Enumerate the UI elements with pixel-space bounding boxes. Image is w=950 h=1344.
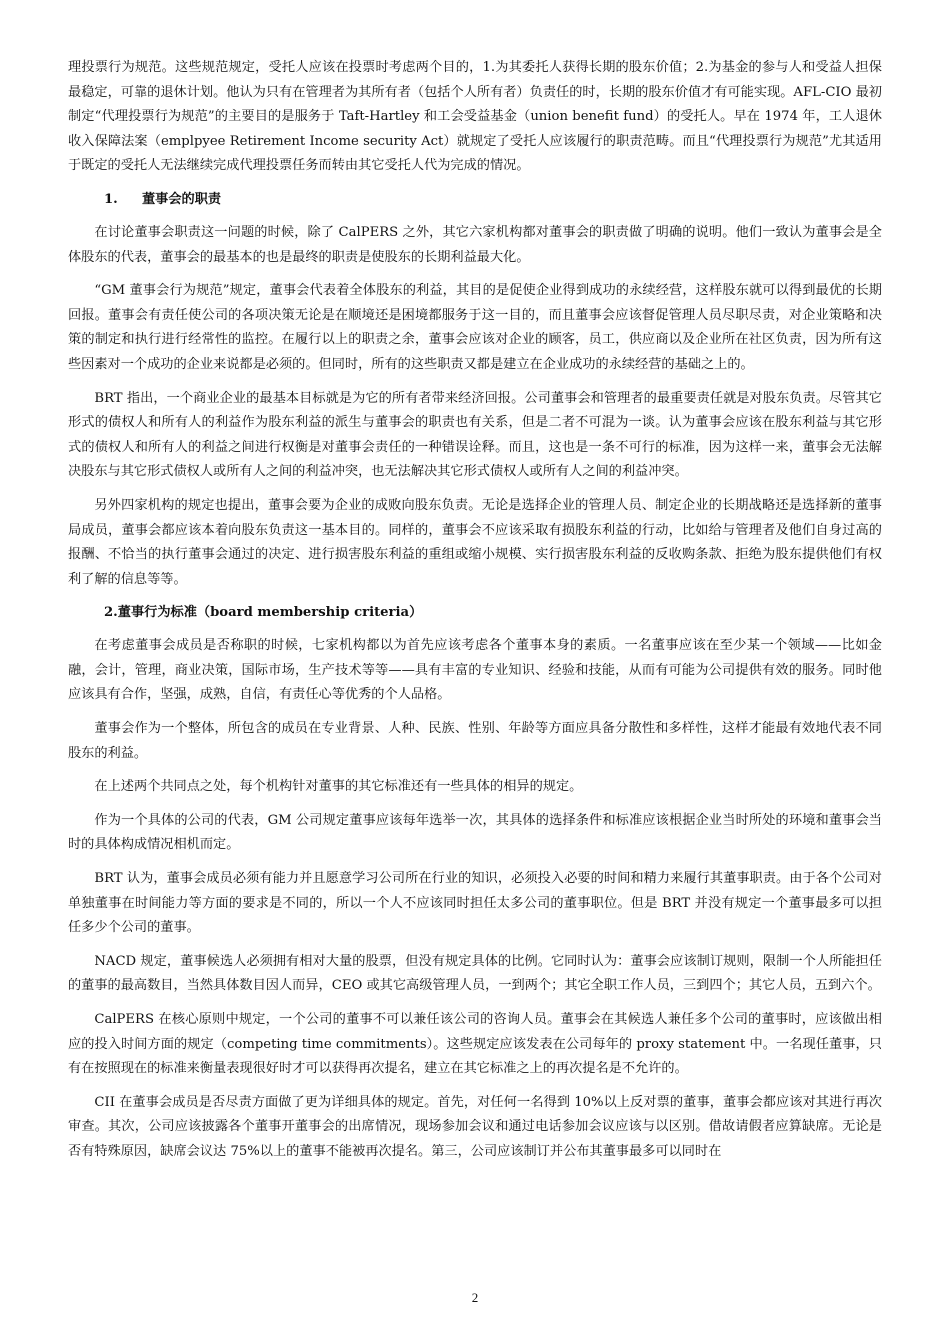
paragraph: “GM 董事会行为规范”规定，董事会代表着全体股东的利益，其目的是促使企业得到成功的永续经营，这样股东就可以得到最优的长期回报。董事会有责任使公司的各项决策无论是在顺境还是困境都服务于这一目的，而且董事会应该督促管理人员尽职尽责，对企业策略和决策的制定和执行进行经常性的监控。在履行以上的职责之余，董事会应该对企业的顾客，员工，供应商以及企业所在社区负责，因为所有这些因素对一个成功的企业来说都是必须的。但同时，所有的这些职责又都是建立在企业成功的永续经营的基础之上的。 [68,283,882,372]
paragraph: 另外四家机构的规定也提出，董事会要为企业的成败向股东负责。无论是选择企业的管理人员、制定企业的长期战略还是选择新的董事局成员，董事会都应该本着向股东负责这一基本目的。同样的，董事会不应该采取有损股东利益的行动，比如给与管理者及他们自身过高的报酬、不恰当的执行董事会通过的决定、进行损害股东利益的重组或缩小规模、实行损害股东利益的反收购条款、拒绝为股东提供他们有权利了解的信息等等。 [68,497,882,587]
paragraph: BRT 认为，董事会成员必须有能力并且愿意学习公司所在行业的知识，必须投入必要的时间和精力来履行其董事职责。由于各个公司对单独董事在时间能力等方面的要求是不同的，所以一个人不应该同时担任太多公司的董事职位。但是 BRT 并没有规定一个董事最多可以担任多少个公司的董事。 [68,871,882,936]
document-body [68,56,882,1174]
paragraph: 在讨论董事会职责这一问题的时候，除了 CalPERS 之外，其它六家机构都对董事会的职责做了明确的说明。他们一致认为董事会是全体股东的代表，董事会的最基本的也是最终的职责是使股东的长期利益最大化。 [68,224,882,265]
paragraph: 董事会作为一个整体，所包含的成员在专业背景、人种、民族、性别、年龄等方面应具备分散性和多样性，这样才能最有效地代表不同股东的利益。 [68,721,882,761]
paragraph: BRT 指出，一个商业企业的最基本目标就是为它的所有者带来经济回报。公司董事会和管理者的最重要责任就是对股东负责。尽管其它形式的债权人和所有人的利益作为股东利益的派生与董事会的职责也有关系，但是二者不可混为一谈。认为董事会应该在股东利益与其它形式的债权人和所有人的利益之间进行权衡是对董事会责任的一种错误诠释。而且，这也是一条不可行的标准，因为这样一来，董事会无法解决股东与其它形式债权人或所有人之间的利益冲突，也无法解决其它形式债权人或所有人之间的利益冲突。 [68,390,882,480]
section-title: 董事会的职责 [142,191,222,207]
paragraph: 理投票行为规范。这些规范规定，受托人应该在投票时考虑两个目的，1.为其委托人获得长期的股东价值；2.为基金的参与人和受益人担保最稳定，可靠的退休计划。他认为只有在管理者为其所有者（包括个人所有者）负责任的时，长期的股东价值才有可能实现。AFL-CIO 最初制定“代理投票行为规范”的主要目的是服务于 Taft-Hartley 和工会受益基金（union benefit fund）的受托人。早在 1974 年，工人退休收入保障法案（emplpyee Retirement Income security Act）就规定了受托人应该履行的职责范畴。而且“代理投票行为规范”尤其适用于既定的受托人无法继续完成代理投票任务而转由其它受托人代为完成的情况。 [68,60,882,174]
paragraph: NACD 规定，董事候选人必须拥有相对大量的股票，但没有规定具体的比例。它同时认为：董事会应该制订规则，限制一个人所能担任的董事的最高数目，当然具体数目因人而异，CEO 或其它高级管理人员，一到两个；其它全职工作人员，三到四个；其它人员，五到六个。 [68,953,882,994]
page-number: 2 [471,1290,479,1305]
paragraph: 在考虑董事会成员是否称职的时候，七家机构都以为首先应该考虑各个董事本身的素质。一名董事应该在至少某一个领域——比如金融，会计，管理，商业决策，国际市场，生产技术等等——具有丰富的专业知识、经验和技能，从而有可能为公司提供有效的服务。同时他应该具有合作，坚强，成熟，自信，有责任心等优秀的个人品格。 [68,638,882,703]
paragraph: CalPERS 在核心原则中规定，一个公司的董事不可以兼任该公司的咨询人员。董事会在其候选人兼任多个公司的董事时，应该做出相应的投入时间方面的规定（competing time commitments）。这些规定应该发表在公司每年的 proxy statement 中。一名现任董事，只有在按照现在的标准来衡量表现很好时才可以获得再次提名，建立在其它标准之上的再次提名是不允许的。 [68,1012,882,1077]
paragraph: 作为一个具体的公司的代表，GM 公司规定董事应该每年选举一次，其具体的选择条件和标准应该根据企业当时所处的环境和董事会当时的具体构成情况相机而定。 [68,812,882,853]
section-number: 1. [104,191,118,207]
section-heading-1 [68,188,882,212]
section-heading-2: 2.董事行为标准（board membership criteria） [104,605,423,621]
paragraph: CII 在董事会成员是否尽责方面做了更为详细具体的规定。首先，对任何一名得到 10%以上反对票的董事，董事会都应该对其进行再次审查。其次，公司应该披露各个董事开董事会的出席情况，现场参加会议和通过电话参加会议应该与以区别。借故请假者应算缺席。无论是否有特殊原因，缺席会议达 75%以上的董事不能被再次提名。第三，公司应该制订并公布其董事最多可以同时在 [68,1094,882,1159]
paragraph: 在上述两个共同点之处，每个机构针对董事的其它标准还有一些具体的相异的规定。 [94,779,583,795]
